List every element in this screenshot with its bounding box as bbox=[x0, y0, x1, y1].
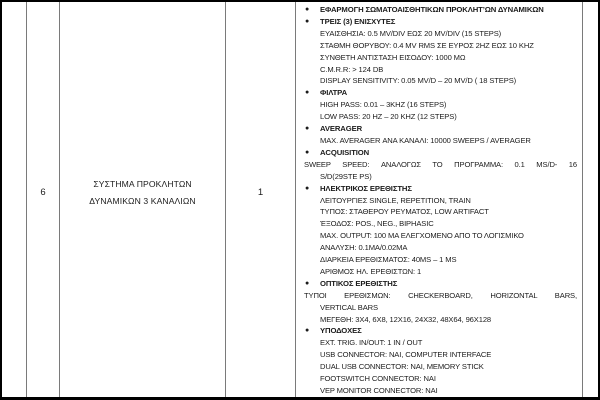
bullet-icon: ● bbox=[305, 6, 310, 13]
spec-text: EXT. TRIG. IN/OUT: 1 IN / OUT bbox=[320, 338, 423, 348]
spec-line bbox=[304, 206, 577, 218]
bullet-icon: ● bbox=[305, 17, 310, 25]
spec-text: ΑΝΑΛΥΣΗ: 0.1ΜΑ/0.02ΜΑ bbox=[320, 243, 408, 253]
spec-section-header bbox=[304, 123, 577, 135]
spec-line bbox=[304, 135, 577, 147]
spec-text: ΑΡΙΘΜΟΣ ΗΛ. ΕΡΕΘΙΣΤΩΝ: 1 bbox=[320, 266, 422, 276]
spec-text: ΔΙΑΡΚΕΙΑ ΕΡΕΘΙΣΜΑΤΟΣ: 40MS – 1 MS bbox=[320, 255, 457, 265]
spec-section-header bbox=[304, 278, 577, 290]
spec-line bbox=[304, 254, 577, 266]
spec-line bbox=[304, 64, 577, 76]
spec-text: MAX. AVERAGER ΑΝΑ ΚΑΝΑΛΙ: 10000 SWEEPS / AVERAGER bbox=[320, 135, 531, 145]
spec-text: HIGH PASS: 0.01 – 3KHZ (16 STEPS) bbox=[320, 100, 447, 110]
spec-line bbox=[304, 75, 577, 87]
specs-cell bbox=[296, 2, 583, 397]
spec-section-header bbox=[304, 16, 577, 28]
bullet-icon: ● bbox=[305, 89, 310, 97]
spec-line bbox=[304, 314, 577, 326]
spec-text: FOOTSWITCH CONNECTOR: ΝΑΙ bbox=[320, 374, 436, 384]
spec-text: DISPLAY SENSITIVITY: 0.05 MV/D – 20 MV/D ( 18 STEPS) bbox=[320, 76, 517, 86]
bullet-icon: ● bbox=[305, 148, 310, 156]
spec-section-header bbox=[304, 87, 577, 99]
spec-section-header bbox=[304, 4, 577, 16]
spec-line bbox=[304, 230, 577, 242]
spec-text: USB CONNECTOR: ΝΑΙ, COMPUTER INTERFACE bbox=[320, 350, 492, 360]
spec-text: C.M.R.R: > 124 DB bbox=[320, 64, 384, 74]
spec-line bbox=[304, 99, 577, 111]
bullet-icon: ● bbox=[305, 327, 310, 335]
item-description-line1: ΣΥΣΤΗΜΑ ΠΡΟΚΛΗΤΩΝ bbox=[93, 178, 192, 189]
spec-section-header bbox=[304, 325, 577, 337]
spec-line bbox=[304, 28, 577, 40]
spec-line bbox=[304, 266, 577, 278]
spec-text: VEP MONITOR CONNECTOR: ΝΑΙ bbox=[320, 386, 438, 395]
item-description-line2: ΔΥΝΑΜΙΚΩΝ 3 ΚΑΝΑΛΙΩΝ bbox=[89, 195, 196, 206]
bullet-icon: ● bbox=[305, 184, 310, 192]
spec-text: ΜΕΓΕΘΗ: 3Χ4, 6Χ8, 12Χ16, 24Χ32, 48Χ64, 96Χ128 bbox=[320, 314, 492, 324]
spec-text: ΣΥΝΘΕΤΗ ΑΝΤΙΣΤΑΣΗ ΕΙΣΟΔΟΥ: 1000 ΜΩ bbox=[320, 52, 466, 62]
spec-text: DUAL USB CONNECTOR: ΝΑΙ, MEMORY STICK bbox=[320, 362, 484, 372]
spec-text: ΈΞΟΔΟΣ: POS., NEG., BIPHASIC bbox=[320, 219, 434, 229]
spec-section-header bbox=[304, 147, 577, 159]
spec-line bbox=[304, 349, 577, 361]
spec-text: MAX. OUTPUT: 100 ΜΑ ΕΛΕΓΧΟΜΕΝΟ ΑΠΟ ΤΟ ΛΟΓΙΣΜΙΚΟ bbox=[320, 231, 524, 241]
item-number-cell bbox=[27, 2, 60, 397]
spec-line bbox=[304, 195, 577, 207]
spec-text: ACQUISITION bbox=[320, 147, 370, 157]
spec-text: ΣΤΑΘΜΗ ΘΟΡΥΒΟΥ: 0.4 MV RMS ΣΕ ΕΥΡΟΣ 2ΗΖ ΕΩΣ 10 KHZ bbox=[320, 40, 534, 50]
item-description bbox=[89, 176, 195, 210]
spec-text: AVERAGER bbox=[320, 124, 363, 134]
spec-line bbox=[304, 302, 577, 314]
spec-line bbox=[304, 385, 577, 397]
spec-text: ΕΥΑΙΣΘΗΣΙΑ: 0.5 MV/DIV ΕΩΣ 20 MV/DIV (15 STEPS) bbox=[320, 28, 502, 38]
spec-text: LOW PASS: 20 HZ – 20 KHZ (12 STEPS) bbox=[320, 112, 457, 122]
spec-section-header bbox=[304, 183, 577, 195]
empty-right-cell bbox=[583, 2, 598, 397]
spec-line bbox=[304, 218, 577, 230]
spec-line bbox=[304, 171, 577, 183]
spec-text: ΥΠΟΔΟΧΕΣ bbox=[320, 326, 362, 336]
spec-line bbox=[304, 373, 577, 385]
bullet-icon: ● bbox=[305, 279, 310, 287]
spec-text: ΟΠΤΙΚΟΣ ΕΡΕΘΙΣΤΗΣ bbox=[320, 278, 398, 288]
spec-line bbox=[304, 111, 577, 123]
spec-text: SWEEP SPEED: ΑΝΑΛΟΓΩΣ ΤΟ ΠΡΟΓΡΑΜΜΑ: 0.1 MS/D- 16 bbox=[304, 159, 577, 169]
spec-line bbox=[304, 52, 577, 64]
spec-text: ΦΙΛΤΡΑ bbox=[320, 88, 348, 98]
spec-text: ΤΥΠΟΣ: ΣΤΑΘΕΡΟΥ ΡΕΥΜΑΤΟΣ, LOW ARTIFACT bbox=[320, 207, 489, 217]
spec-line bbox=[304, 242, 577, 254]
spec-line bbox=[304, 361, 577, 373]
spec-text: ΗΛΕΚΤΡΙΚΟΣ ΕΡΕΘΙΣΤΗΣ bbox=[320, 183, 412, 193]
empty-left-cell bbox=[2, 2, 27, 397]
item-number: 6 bbox=[40, 186, 46, 198]
item-description-cell bbox=[60, 2, 226, 397]
spec-text: ΤΥΠΟΙ ΕΡΕΘΙΣΜΩΝ: CHECKERBOARD, HORIZONTAL BARS, bbox=[304, 290, 577, 300]
quantity-value: 1 bbox=[257, 186, 264, 198]
spec-line bbox=[304, 40, 577, 52]
spec-line bbox=[304, 290, 577, 302]
spec-text: ΤΡΕΙΣ (3) ΕΝΙΣΧΥΤΕΣ bbox=[320, 16, 396, 26]
quantity-cell bbox=[226, 2, 296, 397]
spec-text: VERTICAL BARS bbox=[320, 302, 378, 312]
spec-text: ΛΕΙΤΟΥΡΓΙΕΣ SINGLE, REPETITION, TRAIN bbox=[320, 195, 471, 205]
bullet-icon: ● bbox=[305, 125, 310, 133]
spec-text: S/D(29STE PS) bbox=[320, 171, 372, 181]
spec-line bbox=[304, 159, 577, 171]
spec-text: ΕΦΑΡΜΟΓΗ ΣΩΜΑΤΟΑΙΣΘΗΤΙΚΩΝ ΠΡΟΚΛΗΤ’ΩΝ ΔΥΝΑΜΙΚΩΝ bbox=[320, 5, 544, 14]
spec-line bbox=[304, 337, 577, 349]
